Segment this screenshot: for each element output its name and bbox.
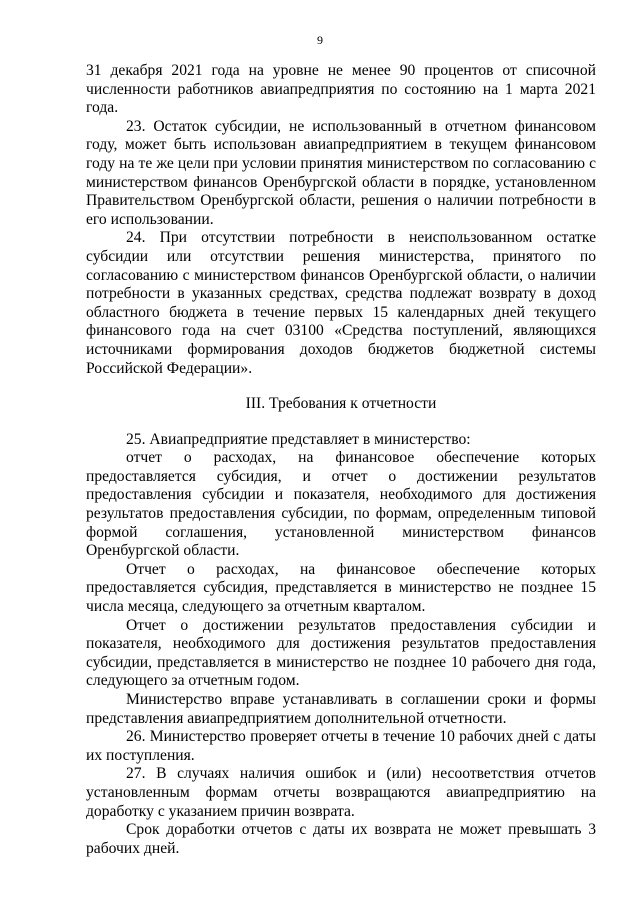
paragraph-revision-term: Срок доработки отчетов с даты их возврата не может превышать 3 рабочих дней. [86,821,596,857]
paragraph-report-list: отчет о расходах, на финансовое обеспечение которых предоставляется субсидия, и отчет о достижении результатов предоставления субсидии и показателя, необходимого для достижения результатов предоставления субсидии, по формам, определенным типовой формой соглашения, установленной министерством финансов Оренбургской области. [86,449,596,560]
paragraph-item-25: 25. Авиапредприятие представляет в министерство: [126,430,471,448]
document-body [86,62,596,858]
page-number: 9 [317,33,323,47]
paragraph-continuation: 31 декабря 2021 года на уровне не менее 90 процентов от списочной численности работников авиапредприятия по состоянию на 1 марта 2021 года. [86,62,596,117]
paragraph-item-24: 24. При отсутствии потребности в неиспользованном остатке субсидии или отсутствии решения министерства, принятого по согласованию с министерством финансов Оренбургской области, о наличии потребности в указанных средствах, средства подлежат возврату в доход областного бюджета в течение первых 15 календарных дней текущего финансового года на счет 03100 «Средства поступлений, являющихся источниками формирования доходов бюджетов бюджетной системы Российской Федерации». [86,229,596,377]
paragraph-item-27: 27. В случаях наличия ошибок и (или) несоответствия отчетов установленным формам отчеты возвращаются авиапредприятию на доработку с указанием причин возврата. [86,765,596,820]
paragraph-additional-reporting: Министерство вправе устанавливать в соглашении сроки и формы представления авиапредприятием дополнительной отчетности. [86,691,596,727]
paragraph-item-26: 26. Министерство проверяет отчеты в течение 10 рабочих дней с даты их поступления. [86,728,596,764]
paragraph-item-23: 23. Остаток субсидии, не использованный в отчетном финансовом году, может быть использован авиапредприятием в текущем финансовом году на те же цели при условии принятия министерством по согласованию с министерством финансов Оренбургской области в порядке, установленном Правительством Оренбургской области, решения о наличии потребности в его использовании. [86,117,596,228]
paragraph-results-report: Отчет о достижении результатов предоставления субсидии и показателя, необходимого для достижения результатов предоставления субсидии, представляется в министерство не позднее 10 рабочего дня года, следующего за отчетным годом. [86,616,596,690]
paragraph-expense-report: Отчет о расходах, на финансовое обеспечение которых предоставляется субсидия, представляется в министерство не позднее 15 числа месяца, следующего за отчетным кварталом. [86,560,596,616]
section-heading: III. Требования к отчетности [245,395,437,413]
